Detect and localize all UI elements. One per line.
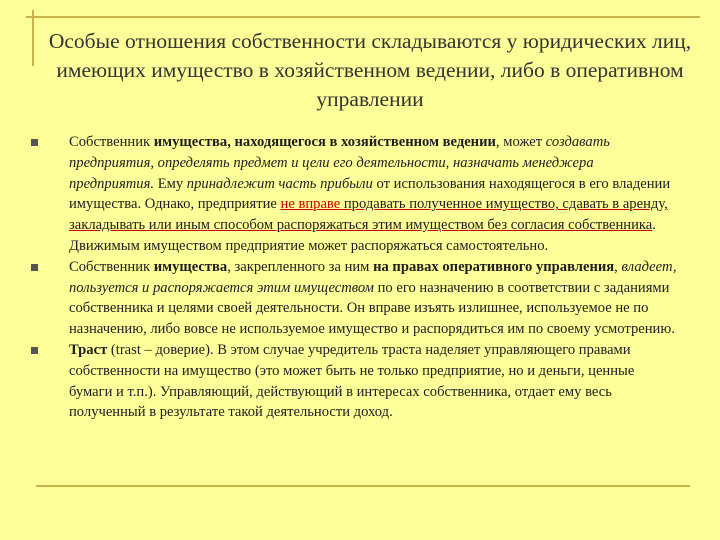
slide-body: [29, 132, 681, 423]
slide-title: Особые отношения собственности складываются у юридических лиц, имеющих имущество в хозяйственном ведении, либо в оперативном управлении: [48, 29, 692, 111]
square-bullet-icon: [31, 264, 38, 271]
text-segment-bold: на правах оперативного управления: [373, 258, 615, 275]
text-segment-italic: принадлежит часть прибыли: [186, 175, 373, 192]
decorative-line-left: [32, 10, 34, 66]
text-segment: (trast – доверие). В этом случае учредитель траста наделяет управляющего правами собственности на имущество (это может быть не только предприятие, но и деньги, ценные бумаги и т.п.). Управляющий, действующий в интересах собственника, отдает ему весь полученный в результате такой деятельности доход.: [69, 341, 635, 421]
text-segment-bold: имущества, находящегося в хозяйственном ведении: [153, 134, 496, 150]
text-segment: Собственник: [69, 134, 154, 150]
text-segment: от использования находящегося в его владении имущества. Однако, предприятие: [69, 175, 671, 213]
text-segment-bold: имущества: [153, 258, 228, 275]
text-segment-emphasis: не вправе: [280, 196, 341, 213]
text-segment: ,: [614, 258, 622, 275]
square-bullet-icon: [31, 347, 38, 354]
text-segment-underlined: продавать полученное имущество, сдавать в аренду, закладывать или иным способом распоряжаться этим имуществом без согласия собственника: [69, 196, 668, 234]
square-bullet-icon: [31, 139, 38, 146]
text-segment-bold: Траст: [69, 341, 108, 358]
bullet-item-trust: [29, 340, 681, 423]
decorative-line-bottom: [36, 485, 690, 487]
bullet-item-economic-management: [29, 132, 681, 257]
bullet-item-operational-management: [29, 257, 681, 340]
text-segment-italic: владеет, пользуется и распоряжается этим имуществом: [69, 258, 677, 296]
text-segment: . Движимым имуществом предприятие может распоряжаться самостоятельно.: [69, 217, 656, 254]
text-segment: , закрепленного за ним: [227, 258, 374, 275]
text-segment: Ему: [154, 175, 187, 192]
decorative-line-top: [26, 16, 700, 18]
text-segment: Собственник: [69, 258, 154, 275]
text-segment: , может: [495, 134, 546, 150]
text-segment: по его назначению в соответствии с заданиями собственника и целями своей деятельности. Он вправе изъять излишнее, используемое не по назначению, либо вовсе не используемое имущество и распорядиться им по своему усмотрению.: [69, 279, 675, 338]
text-segment-italic: создавать предприятия, определять предмет и цели его деятельности, назначать менеджера предприятия.: [69, 134, 610, 192]
